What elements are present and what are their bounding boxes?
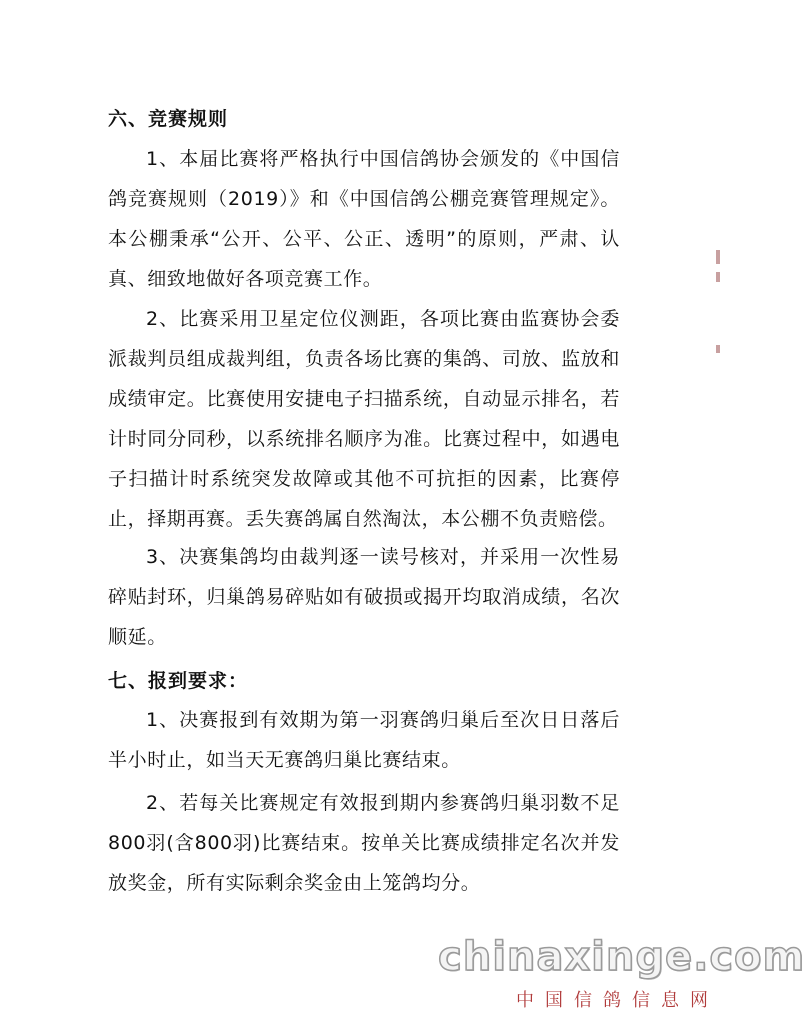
margin-scan-mark [716,345,720,353]
margin-scan-mark [716,272,720,282]
section-6-paragraph-1: 1、本届比赛将严格执行中国信鸽协会颁发的《中国信鸽竞赛规则（2019）》和《中国信鸽公棚竞赛管理规定》。本公棚秉承“公开、公平、公正、透明”的原则，严肃、认真、细致地做好各项竞赛工作。 [108,148,620,290]
section-6-paragraph-3: 3、决赛集鸽均由裁判逐一读号核对，并采用一次性易碎贴封环，归巢鸽易碎贴如有破损或揭开均取消成绩，名次顺延。 [108,546,620,648]
margin-scan-mark [716,250,720,264]
watermark-domain: chinaxinge.com [438,934,805,980]
section-6-paragraph-2: 2、比赛采用卫星定位仪测距，各项比赛由监赛协会委派裁判员组成裁判组，负责各场比赛的集鸽、司放、监放和成绩审定。比赛使用安捷电子扫描系统，自动显示排名，若计时同分同秒，以系统排名顺序为准。比赛过程中，如遇电子扫描计时系统突发故障或其他不可抗拒的因素，比赛停止，择期再赛。丢失赛鸽属自然淘汰，本公棚不负责赔偿。 [108,308,620,530]
section-7-heading: 七、报到要求： [108,670,249,692]
section-6-heading: 六、竞赛规则 [108,108,229,130]
section-7-paragraph-2: 2、若每关比赛规定有效报到期内参赛鸽归巢羽数不足800羽(含800羽)比赛结束。按单关比赛成绩排定名次并发放奖金，所有实际剩余奖金由上笼鸽均分。 [108,792,620,894]
watermark-site-name: 中国信鸽信息网 [516,990,719,1011]
section-7-paragraph-1: 1、决赛报到有效期为第一羽赛鸽归巢后至次日日落后半小时止，如当天无赛鸽归巢比赛结束。 [108,709,620,771]
